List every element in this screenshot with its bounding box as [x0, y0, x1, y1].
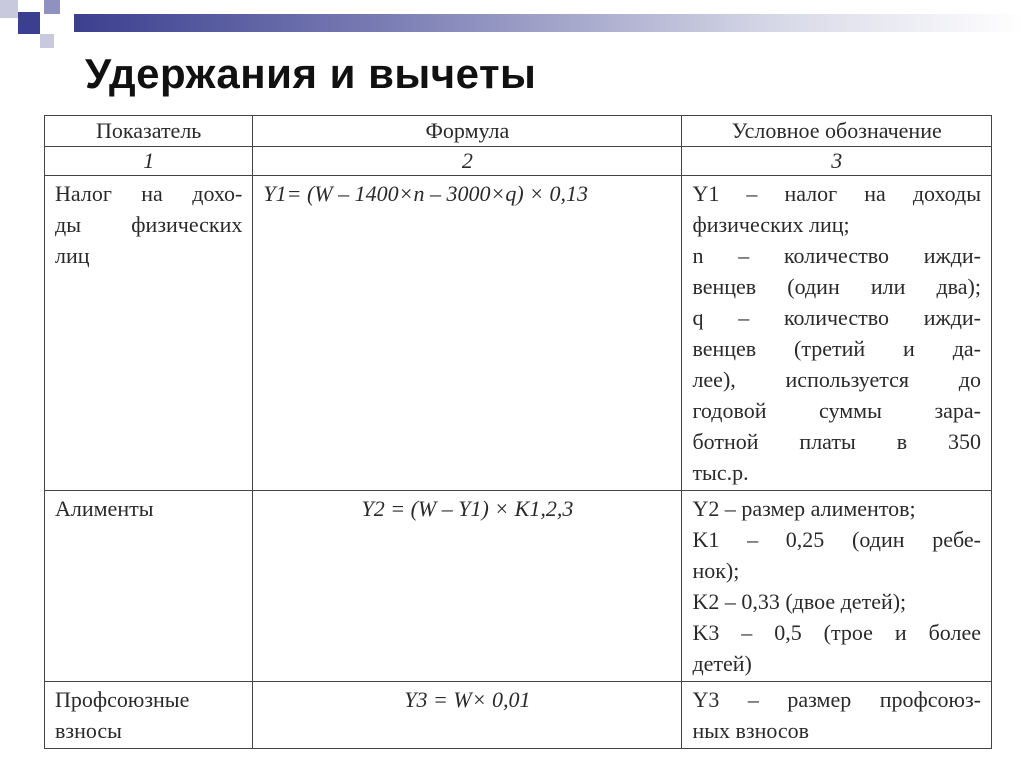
notation-line: годовой суммы зара- [692, 398, 981, 423]
table-row [45, 491, 992, 682]
notation-line: n – количество ижди- [692, 243, 981, 268]
indicator-line: ды физических [55, 212, 243, 237]
decor-square [18, 12, 40, 34]
notation-line: Y3 – размер профсоюз- [692, 687, 981, 712]
notation-line: тыс.р. [692, 460, 749, 485]
slide-title: Удержания и вычеты [85, 50, 537, 97]
decor-square [40, 34, 54, 48]
formula-cell [253, 491, 682, 682]
formula-text: Y2 = (W – Y1) × K1,2,3 [361, 496, 574, 521]
decor-square [0, 0, 18, 18]
indicator-cell [45, 491, 253, 682]
notation-line: K1 – 0,25 (один ребе- [692, 527, 981, 552]
indicator-cell [45, 682, 253, 749]
header-indicator: Показатель [45, 116, 253, 147]
table-number-row [45, 147, 992, 176]
notation-line: K2 – 0,33 (двое детей); [692, 589, 907, 614]
notation-line: венцев (третий и да- [692, 336, 981, 361]
formula-text: Y3 = W× 0,01 [404, 687, 531, 712]
notation-line: физических лиц; [692, 212, 850, 237]
notation-line: Y2 – размер алиментов; [692, 496, 916, 521]
column-number: 2 [253, 147, 682, 176]
indicator-cell [45, 176, 253, 491]
notation-cell [682, 176, 992, 491]
column-number: 3 [682, 147, 992, 176]
formula-cell [253, 176, 682, 491]
notation-line: Y1 – налог на доходы [692, 181, 981, 206]
formula-text: Y1= (W – 1400×n – 3000×q) × 0,13 [263, 181, 588, 206]
notation-cell [682, 682, 992, 749]
notation-line: K3 – 0,5 (трое и более [692, 620, 981, 645]
notation-line: q – количество ижди- [692, 305, 981, 330]
indicator-line: взносы [55, 718, 122, 743]
header-gradient-stripe [72, 14, 1024, 32]
notation-line: ных взносов [692, 718, 810, 743]
notation-line: нок); [692, 558, 740, 583]
table-header-row [45, 116, 992, 147]
header-notation: Условное обозначение [682, 116, 992, 147]
table-row [45, 176, 992, 491]
formula-cell [253, 682, 682, 749]
notation-cell [682, 491, 992, 682]
table-row [45, 682, 992, 749]
notation-line: венцев (один или два); [692, 274, 981, 299]
indicator-line: лиц [55, 243, 90, 268]
notation-line: детей) [692, 651, 752, 676]
indicator-line: Профсоюзные [55, 687, 190, 712]
notation-line: лее), используется до [692, 367, 981, 392]
deductions-table [44, 115, 992, 749]
indicator-line: Алименты [55, 496, 154, 521]
indicator-line: Налог на дохо- [55, 181, 243, 206]
header-formula: Формула [253, 116, 682, 147]
decorative-header-bar [0, 0, 1024, 36]
decor-square [44, 0, 60, 14]
decor-square [60, 14, 74, 32]
column-number: 1 [45, 147, 253, 176]
notation-line: ботной платы в 350 [692, 429, 981, 454]
